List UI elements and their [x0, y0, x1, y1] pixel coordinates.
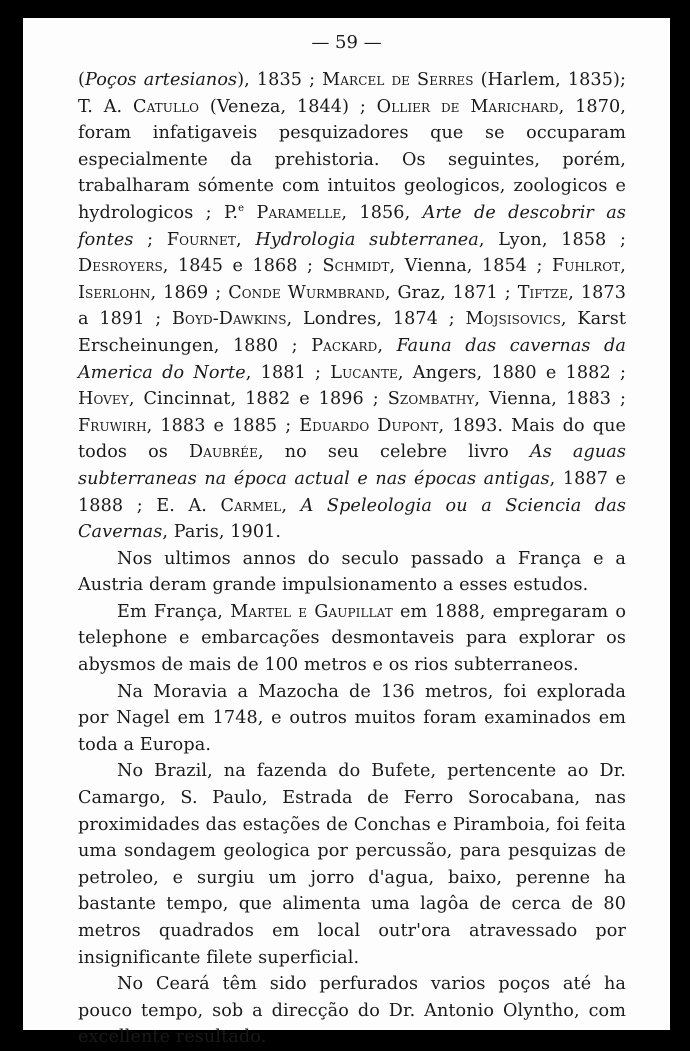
work-title: Hydrologia subterranea — [255, 229, 479, 250]
text-run: , Paris, 1901. — [162, 522, 282, 543]
text-run: , Angers, 1880 e 1882 ; — [397, 362, 626, 383]
text-run: No Ceará têm sido perfurados varios poços até ha pouco tempo, sob a direcção do Dr. Antonio Olyntho, com excellente resultado. — [78, 974, 626, 1048]
work-title: Fauna das cavernas da America do Norte — [78, 335, 626, 383]
text-run: em 1888, empregaram o telephone e embarcações desmontaveis para explorar os abysmos de mais de 100 metros e os rios subterraneos. — [78, 601, 627, 676]
author-name: Packard — [311, 335, 378, 356]
text-run: , — [281, 495, 301, 516]
text-run: e — [238, 203, 245, 215]
author-name: Eduardo Dupont — [299, 415, 439, 436]
page-number: — 59 — — [311, 32, 382, 53]
text-run: , 1887 e 1888 ; E. A. — [78, 468, 626, 516]
work-title: Poços artesianos — [84, 70, 238, 90]
text-run: , 1883 e 1885 ; — [146, 415, 300, 436]
author-name: Fruwirh — [78, 415, 147, 436]
paragraph — [78, 971, 626, 1051]
text-run: , Cincinnat, 1882 e 1896 ; — [128, 389, 388, 410]
author-name: Daubrée — [188, 442, 258, 463]
text-run: , Lyon, 1858 ; — [478, 229, 626, 250]
paragraph — [78, 679, 626, 759]
text-run: , Karst Erscheinungen, 1880 ; — [78, 309, 627, 356]
text-run: , 1881 ; — [245, 362, 331, 383]
author-name: Tiftze — [517, 282, 569, 303]
text-run: , Graz, 1871 ; — [384, 282, 518, 303]
author-name: Lucante — [330, 362, 398, 383]
text-run: , 1873 a 1891 ; — [78, 282, 626, 330]
text-run: , — [620, 256, 626, 277]
author-name: Schmidt — [322, 256, 390, 277]
text-run: Na Moravia a Mazocha de 136 metros, foi explorada por Nagel em 1748, e outros muitos foram examinados em toda a Europa. — [78, 681, 626, 755]
work-title: A Speleologia ou a Sciencia das Cavernas — [78, 495, 626, 543]
text-run: , no seu celebre livro — [257, 442, 530, 463]
text-run: , 1870, foram infatigaveis pesquizadores que se occuparam especialmente da prehistoria. Os seguintes, porém, trabalharam sómente com intuitos geologicos, zoologicos e hydrologicos ; P. — [78, 96, 627, 223]
text-run: , Londres, 1874 ; — [286, 309, 466, 330]
author-name: Ollier de Marichard — [376, 96, 559, 117]
text-run — [244, 203, 256, 223]
text-run: ; — [133, 229, 167, 250]
work-title: Arte de descobrir as fontes — [78, 202, 626, 250]
text-run: ), 1835 ; — [237, 70, 323, 90]
work-title: As aguas subterraneas na época actual e nas épocas antigas — [78, 442, 626, 489]
text-run: , 1845 e 1868 ; — [162, 256, 323, 277]
text-run: , 1893. Mais do que todos os — [78, 415, 627, 463]
author-name: Fuhlrot — [551, 256, 621, 277]
text-run: , Vienna, 1854 ; — [389, 256, 552, 277]
author-name: Hovey — [78, 389, 129, 410]
author-name: Carmel — [220, 495, 282, 516]
author-name: Mojsisovics — [465, 309, 561, 330]
author-name: Marcel de Serres — [322, 70, 474, 90]
text-run: (Harlem, 1835); T. A. — [78, 70, 626, 117]
author-name: Martel e Gaupillat — [230, 601, 393, 622]
book-page — [23, 18, 670, 1048]
text-run: No Brazil, na fazenda do Bufete, pertencente ao Dr. Camargo, S. Paulo, Estrada de Ferro Sorocabana, nas proximidades das estações de Conchas e Piramboia, foi feita uma sondagem geologica por percussão, para pesquizas de petroleo, e surgiu um jorro d'agua, baixo, perenne ha bastante tempo, que alimenta uma lagôa de cerca de 80 metros quadrados em local outr'ora atravessado por insignificante filete superficial. — [78, 761, 626, 968]
text-run: , Vienna, 1883 ; — [474, 389, 626, 410]
text-run: Nos ultimos annos do seculo passado a França e a Austria deram grande impulsionamento a esses estudos. — [78, 548, 626, 596]
author-name: Paramelle — [256, 202, 342, 223]
paragraph — [78, 546, 626, 599]
author-name: Conde Wurmbrand — [228, 282, 385, 303]
paragraph — [78, 758, 626, 971]
text-run: , — [236, 229, 256, 250]
text-run: ( — [78, 70, 85, 90]
author-name: Iserlohn — [78, 282, 151, 303]
text-run: , — [377, 335, 397, 356]
author-name: Catullo — [133, 96, 200, 117]
author-name: Boyd-Dawkins — [172, 309, 287, 330]
text-run: (Veneza, 1844) ; — [199, 96, 377, 117]
paragraph — [78, 599, 626, 679]
author-name: Fournet — [166, 229, 237, 250]
text-run: , 1856, — [341, 202, 423, 223]
paragraph — [78, 67, 626, 546]
text-run: , 1869 ; — [150, 282, 229, 303]
body-text — [78, 67, 626, 1051]
author-name: Desroyers — [78, 256, 163, 277]
text-run: Em França, — [117, 601, 231, 622]
author-name: Szombathy — [387, 389, 475, 410]
